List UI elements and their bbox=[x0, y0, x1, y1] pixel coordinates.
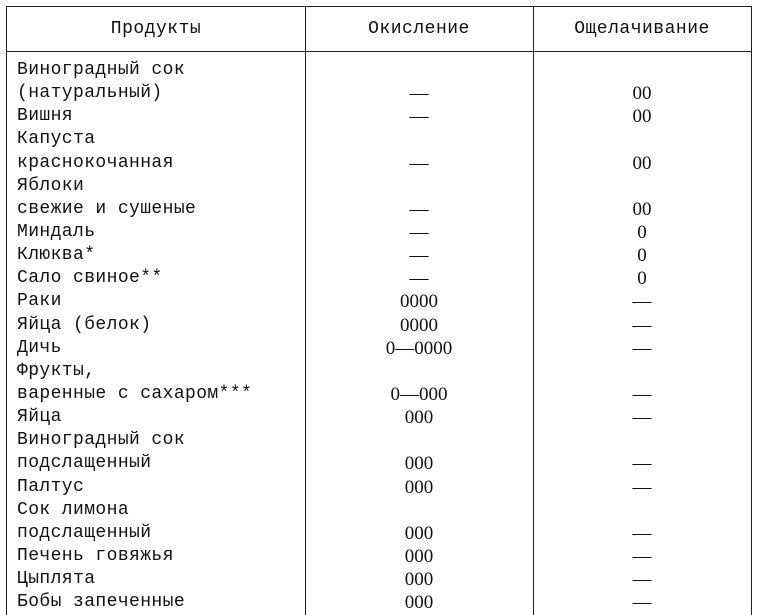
oxidation-value: — bbox=[409, 106, 429, 128]
alkalization-value: — bbox=[632, 407, 652, 429]
product-table bbox=[6, 6, 752, 615]
product-name bbox=[17, 337, 302, 360]
table-row bbox=[7, 105, 751, 128]
alkalization-value: — bbox=[632, 314, 652, 336]
product-name bbox=[17, 499, 302, 545]
product-name-line: Яблоки bbox=[17, 175, 85, 196]
table-row bbox=[7, 128, 751, 174]
table-row bbox=[7, 244, 751, 267]
product-name bbox=[17, 105, 302, 128]
product-name-line: краснокочанная bbox=[17, 152, 174, 173]
oxidation-value: 000 bbox=[404, 407, 434, 429]
product-name-line: Яйца (белок) bbox=[17, 314, 152, 335]
product-name bbox=[17, 314, 302, 337]
alkalization-value: 0 bbox=[637, 222, 647, 244]
oxidation-value: — bbox=[409, 245, 429, 267]
product-name bbox=[17, 545, 302, 568]
product-name bbox=[17, 591, 302, 614]
alkalization-value: — bbox=[632, 384, 652, 406]
table-row bbox=[7, 59, 751, 105]
alkalization-value: — bbox=[632, 453, 652, 475]
header-products: Продукты bbox=[110, 19, 202, 39]
product-name-line: Сок лимона bbox=[17, 499, 130, 520]
header-divider bbox=[7, 51, 751, 52]
product-name-line: Цыплята bbox=[17, 569, 96, 590]
alkalization-value: 00 bbox=[632, 198, 652, 220]
product-name-line: Яйца bbox=[17, 407, 62, 428]
product-name bbox=[17, 568, 302, 591]
alkalization-value: 00 bbox=[632, 83, 652, 105]
oxidation-value: 000 bbox=[404, 592, 434, 614]
product-name bbox=[17, 267, 302, 290]
product-name-line: Виноградный сок bbox=[17, 60, 186, 80]
product-name-line: подслащенный bbox=[17, 522, 152, 543]
product-name bbox=[17, 429, 302, 475]
product-name-line: варенные с сахаром*** bbox=[17, 384, 253, 405]
alkalization-value: — bbox=[632, 291, 652, 313]
product-name-line: Миндаль bbox=[17, 222, 96, 243]
oxidation-value: — bbox=[409, 198, 429, 220]
table-row bbox=[7, 337, 751, 360]
oxidation-value: 0—000 bbox=[390, 384, 448, 406]
table-row bbox=[7, 476, 751, 499]
product-name bbox=[17, 406, 302, 429]
table-row bbox=[7, 429, 751, 475]
product-name-line: подслащенный bbox=[17, 453, 152, 474]
product-name bbox=[17, 59, 302, 105]
table-row bbox=[7, 360, 751, 406]
oxidation-value: 0000 bbox=[400, 314, 438, 336]
product-name-line: Палтус bbox=[17, 476, 85, 497]
alkalization-value: — bbox=[632, 546, 652, 568]
alkalization-value: 00 bbox=[632, 106, 652, 128]
alkalization-value: 0 bbox=[637, 268, 647, 290]
product-name-line: Дичь bbox=[17, 337, 62, 358]
oxidation-value: 0000 bbox=[400, 291, 438, 313]
product-name-line: Капуста bbox=[17, 129, 96, 150]
oxidation-value: 000 bbox=[404, 569, 434, 591]
alkalization-value: — bbox=[632, 522, 652, 544]
table-row bbox=[7, 314, 751, 337]
header-alkalization: Ощелачивание bbox=[574, 19, 710, 39]
oxidation-value: — bbox=[409, 83, 429, 105]
table-row bbox=[7, 290, 751, 313]
product-name-line: (натуральный) bbox=[17, 83, 163, 104]
product-name-line: Вишня bbox=[17, 106, 74, 127]
table-row bbox=[7, 591, 751, 614]
product-name-line: Виноградный сок bbox=[17, 430, 186, 451]
oxidation-value: 000 bbox=[404, 476, 434, 498]
oxidation-value: 000 bbox=[404, 453, 434, 475]
alkalization-value: 0 bbox=[637, 245, 647, 267]
oxidation-value: — bbox=[409, 222, 429, 244]
product-name-line: Бобы запеченные bbox=[17, 592, 186, 613]
header-oxidation: Окисление bbox=[368, 19, 470, 39]
product-name bbox=[17, 360, 302, 406]
product-name bbox=[17, 175, 302, 221]
product-name bbox=[17, 290, 302, 313]
alkalization-value: — bbox=[632, 592, 652, 614]
product-name-line: Фрукты, bbox=[17, 360, 96, 381]
product-name bbox=[17, 476, 302, 499]
table-row bbox=[7, 545, 751, 568]
product-name-line: свежие и сушеные bbox=[17, 198, 197, 219]
product-name bbox=[17, 128, 302, 174]
table-row bbox=[7, 221, 751, 244]
product-name-line: Печень говяжья bbox=[17, 546, 174, 567]
table-row bbox=[7, 175, 751, 221]
oxidation-value: — bbox=[409, 152, 429, 174]
oxidation-value: 000 bbox=[404, 546, 434, 568]
alkalization-value: — bbox=[632, 337, 652, 359]
table-row bbox=[7, 406, 751, 429]
product-name bbox=[17, 244, 302, 267]
oxidation-value: 0—0000 bbox=[385, 337, 453, 359]
product-name-line: Сало свиное** bbox=[17, 268, 163, 289]
alkalization-value: 00 bbox=[632, 152, 652, 174]
table-row bbox=[7, 267, 751, 290]
table-row bbox=[7, 499, 751, 545]
alkalization-value: — bbox=[632, 569, 652, 591]
alkalization-value: — bbox=[632, 476, 652, 498]
product-name-line: Раки bbox=[17, 291, 62, 312]
table-body bbox=[7, 59, 751, 614]
oxidation-value: — bbox=[409, 268, 429, 290]
product-name bbox=[17, 221, 302, 244]
table-row bbox=[7, 568, 751, 591]
product-name-line: Клюква* bbox=[17, 245, 96, 266]
oxidation-value: 000 bbox=[404, 522, 434, 544]
